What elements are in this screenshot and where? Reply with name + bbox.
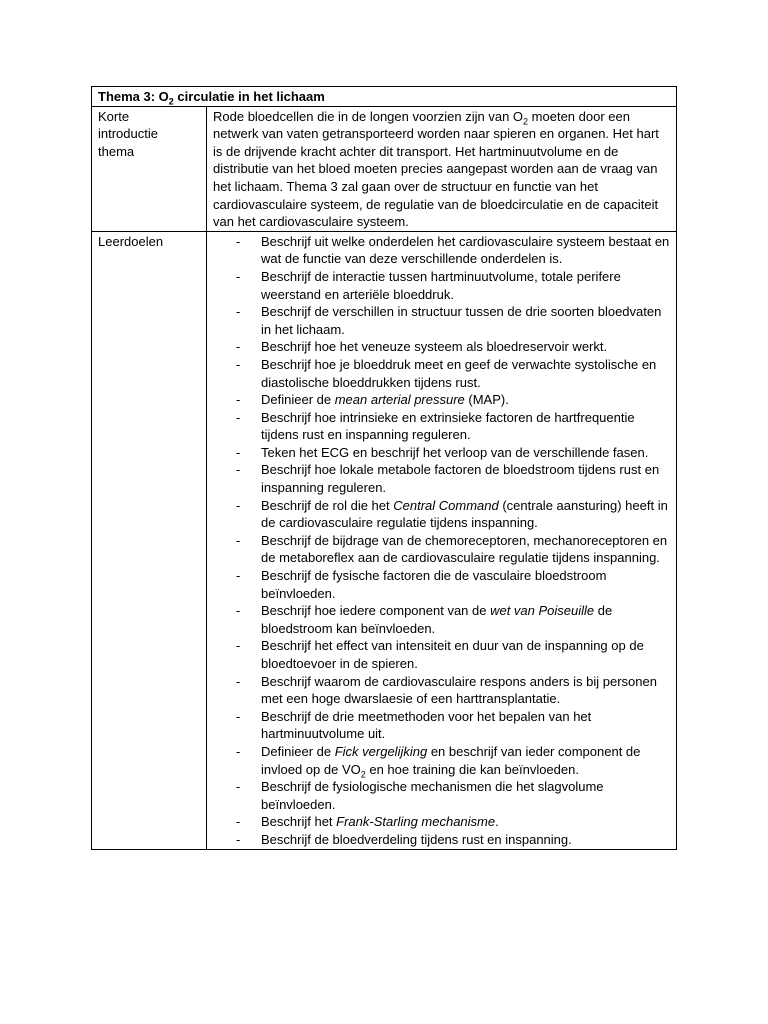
goals-cell [207, 231, 677, 849]
goal-item [213, 813, 670, 831]
goal-item [213, 602, 670, 637]
intro-text-start: Rode bloedcellen die in de longen voorzien zijn van O [213, 108, 524, 124]
goal-text: Beschrijf de fysische factoren die de vasculaire bloedstroom beïnvloeden. [261, 568, 607, 601]
theme-table [91, 86, 677, 850]
goal-item [213, 532, 670, 567]
goal-bullet: - [236, 304, 241, 320]
goal-bullet: - [236, 779, 241, 795]
goal-text: Beschrijf waarom de cardiovasculaire respons anders is bij personen met een hoge dwarslaesie of een harttransplantatie. [261, 673, 657, 707]
goal-text: Definieer de [261, 743, 335, 759]
theme-title-subscript: 2 [168, 96, 174, 107]
goal-text: Definieer de [261, 392, 335, 408]
goal-bullet: - [236, 743, 241, 759]
goals-list [213, 233, 670, 849]
goal-bullet: - [236, 532, 241, 548]
goal-text: Beschrijf het [261, 814, 337, 830]
goal-bullet: - [236, 568, 241, 584]
goal-bullet: - [236, 444, 241, 460]
goal-item [213, 567, 670, 602]
goal-bullet: - [236, 814, 241, 830]
intro-label-line: Korte [98, 108, 130, 124]
intro-text-subscript: 2 [523, 116, 529, 127]
goal-item [213, 743, 670, 778]
goal-text: Teken het ECG en beschrijf het verloop van de verschillende fasen. [261, 444, 649, 460]
goal-bullet: - [236, 497, 241, 513]
goal-bullet: - [236, 409, 241, 425]
goal-item [213, 637, 670, 672]
theme-title [92, 87, 677, 107]
goal-text: Beschrijf hoe het veneuze systeem als bloedreservoir werkt. [261, 339, 608, 355]
goal-item [213, 673, 670, 708]
goal-bullet: - [236, 708, 241, 724]
goal-text: Beschrijf de rol die het [261, 497, 394, 513]
goal-emphasis: wet van Poiseuille [490, 603, 595, 619]
goal-text: Beschrijf uit welke onderdelen het cardiovasculaire systeem bestaat en wat de functie van deze verschillende onderdelen is. [261, 233, 670, 267]
goal-text: Beschrijf de bloedverdeling tijdens rust en inspanning. [261, 831, 572, 847]
goal-item [213, 831, 670, 849]
goal-bullet: - [236, 831, 241, 847]
goal-bullet: - [236, 392, 241, 408]
goal-item [213, 409, 670, 444]
goal-bullet: - [236, 462, 241, 478]
goal-item [213, 268, 670, 303]
goal-emphasis: Central Command [393, 497, 499, 513]
goals-label: Leerdoelen [92, 231, 207, 849]
goal-bullet: - [236, 339, 241, 355]
goal-emphasis: mean arterial pressure [334, 392, 465, 408]
goal-item [213, 356, 670, 391]
intro-row [92, 106, 677, 231]
goal-text: Beschrijf de bijdrage van de chemoreceptoren, mechanoreceptoren en de metaboreflex aan de cardiovasculaire regulatie tijdens inspanning. [261, 532, 668, 566]
goal-item [213, 708, 670, 743]
goals-row [92, 231, 677, 849]
goal-bullet: - [236, 356, 241, 372]
goal-item [213, 444, 670, 462]
goal-item [213, 497, 670, 532]
goal-bullet: - [236, 233, 241, 249]
goal-emphasis: Frank-Starling mechanisme [336, 814, 496, 830]
goal-text: . [495, 814, 499, 830]
goal-text: de bloedstroom kan beïnvloeden. [261, 603, 613, 636]
goal-bullet: - [236, 268, 241, 284]
goal-text: en beschrijf van ieder component de invloed op de VO [261, 743, 641, 777]
goal-bullet: - [236, 603, 241, 619]
goal-text: Beschrijf de verschillen in structuur tussen de drie soorten bloedvaten in het lichaam. [261, 304, 662, 337]
goal-item [213, 391, 670, 409]
goal-item [213, 303, 670, 338]
intro-label-line: thema [98, 143, 135, 159]
goal-item [213, 778, 670, 813]
goal-bullet: - [236, 638, 241, 654]
goal-text: (centrale aansturing) heeft in de cardiovasculaire regulatie tijdens inspanning. [261, 497, 668, 531]
intro-text-end: moeten door een netwerk van vaten getransporteerd worden naar spieren en organen. Het hart is de drijvende kracht achter dit transport. Het hartminuutvolume en de distributie van het bloed moeten precies aangepast worden aan de vraag van het lichaam. Thema 3 zal gaan over de structuur en functie van het cardiovasculaire systeem, de regulatie van de bloedcirculatie en de capaciteit van het cardiovasculaire systeem. [213, 108, 659, 230]
goal-text: Beschrijf hoe intrinsieke en extrinsieke factoren de hartfrequentie tijdens rust en inspanning reguleren. [261, 409, 635, 443]
goal-text: Beschrijf hoe lokale metabole factoren de bloedstroom tijdens rust en inspanning reguleren. [261, 462, 660, 496]
goal-item [213, 233, 670, 268]
intro-label [92, 106, 207, 231]
goal-item [213, 338, 670, 356]
goal-bullet: - [236, 673, 241, 689]
goal-item [213, 461, 670, 496]
goal-text: Beschrijf de fysiologische mechanismen die het slagvolume beïnvloeden. [261, 779, 604, 812]
goal-subscript: 2 [360, 769, 366, 780]
goal-text: en hoe training die kan beïnvloeden. [365, 761, 579, 777]
theme-title-text: Thema 3: O [98, 89, 169, 104]
intro-text [207, 106, 677, 231]
goal-text: Beschrijf het effect van intensiteit en duur van de inspanning op de bloedtoevoer in de spieren. [261, 638, 644, 671]
goal-text: Beschrijf hoe iedere component van de [261, 603, 491, 619]
goal-text: (MAP). [464, 392, 509, 408]
theme-title-text-end: circulatie in het lichaam [173, 89, 325, 104]
intro-label-line: introductie [98, 126, 158, 142]
goal-text: Beschrijf de drie meetmethoden voor het bepalen van het hartminuutvolume uit. [261, 708, 592, 742]
goal-text: Beschrijf de interactie tussen hartminuutvolume, totale perifere weerstand en arteriële bloeddruk. [261, 268, 621, 302]
title-row [92, 87, 677, 107]
goal-emphasis: Fick vergelijking [334, 743, 428, 759]
goal-text: Beschrijf hoe je bloeddruk meet en geef de verwachte systolische en diastolische bloeddrukken tijdens rust. [261, 356, 657, 390]
